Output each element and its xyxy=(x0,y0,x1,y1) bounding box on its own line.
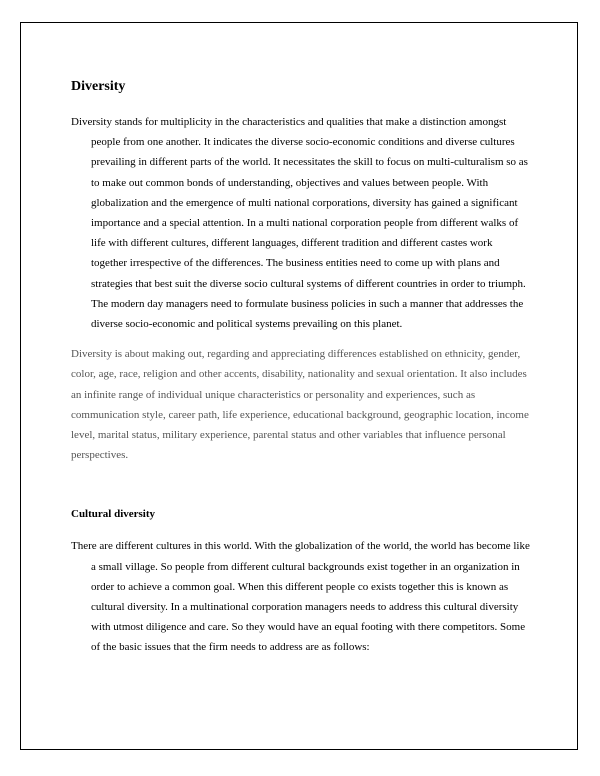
document-page xyxy=(20,22,578,750)
page-content xyxy=(71,78,531,658)
section-heading-cultural-diversity: Cultural diversity xyxy=(71,508,156,521)
section-heading-diversity: Diversity xyxy=(71,79,126,94)
paragraph-diversity-definition: Diversity stands for multiplicity in the characteristics and qualities that make a distinction amongst people from one another. It indicates the diverse socio-economic conditions and diverse cultures prevailing in different parts of the world. It necessitates the skill to focus on multi-culturalism so as to make out common bonds of understanding, objectives and values between people. With globalization and the emergence of multi national corporations, diversity has gained a significant importance and a special attention. In a multi national corporation people from different walks of life with different cultures, different languages, different tradition and different castes work together irrespective of the differences. The business entities need to come up with plans and strategies that best suit the diverse socio cultural systems of different countries in order to triumph. The modern day managers need to formulate business policies in such a manner that addresses the diverse socio-economic and political systems prevailing on this planet. xyxy=(71,116,528,331)
paragraph-cultural-diversity: There are different cultures in this world. With the globalization of the world, the world has become like a small village. So people from different cultural backgrounds exist together in an organization in order to achieve a common goal. When this different people co exists together this is known as cultural diversity. In a multinational corporation managers needs to address this cultural diversity with utmost diligence and care. So they would have an equal footing with there competitors. Some of the basic issues that the firm needs to address are as follows: xyxy=(71,540,530,654)
paragraph-diversity-differences: Diversity is about making out, regarding and appreciating differences established on ethnicity, gender, color, age, race, religion and other accents, disability, nationality and sexual orientation. It also includes an infinite range of individual unique characteristics or personality and experiences, such as communication style, career path, life experience, educational background, geographic location, income level, marital status, military experience, parental status and other variables that influence personal perspectives. xyxy=(71,348,529,462)
